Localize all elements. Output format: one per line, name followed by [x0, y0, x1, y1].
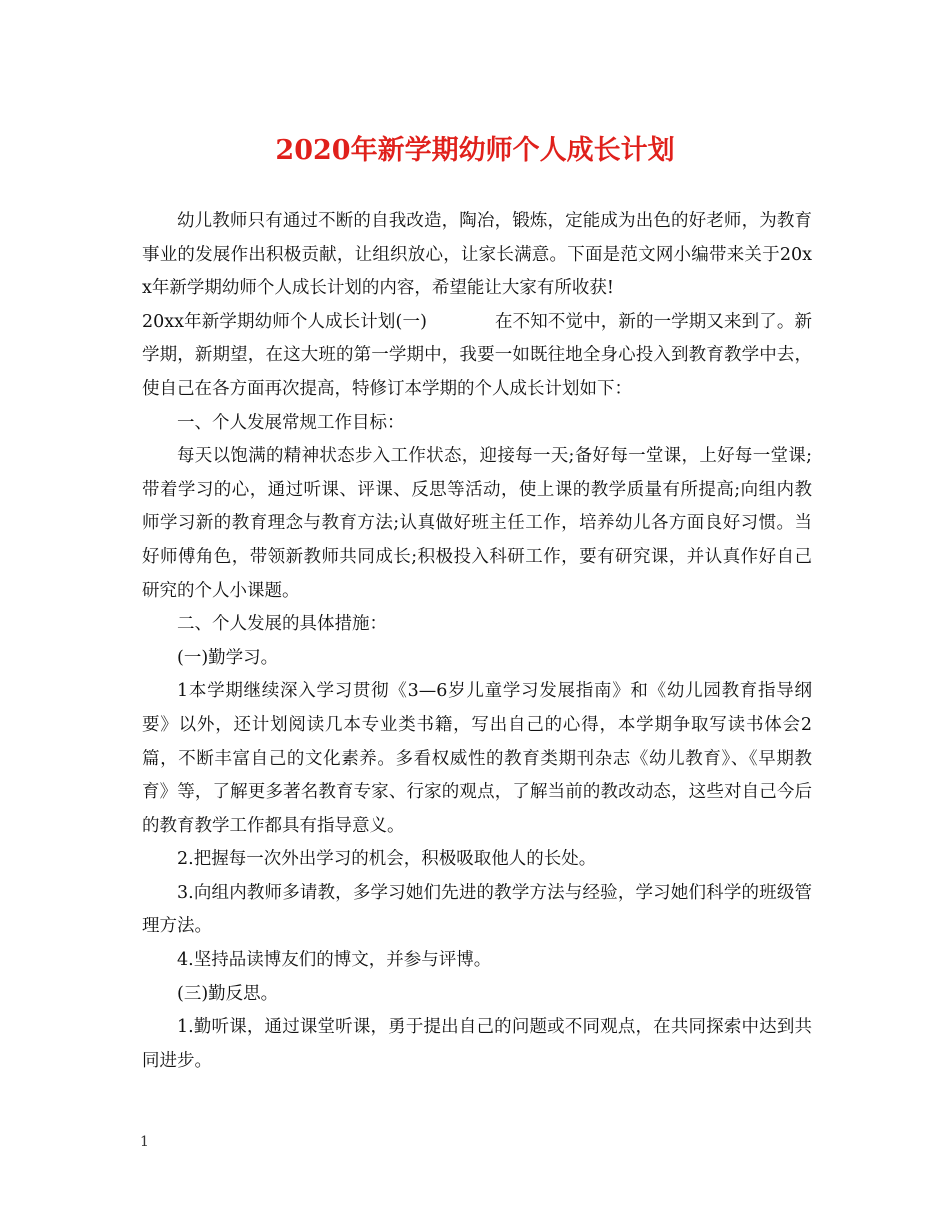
plan-section-text: 在不知不觉中，新的一学期又来到了。新学期，新期望，在这大班的第一学期中，我要一如既往地全身心投入到教育教学中去，使自己在各方面再次提高，特修订本学期的个人成长计划如下：: [142, 311, 812, 399]
study-heading: (一)勤学习。: [177, 647, 279, 668]
goal-paragraph: 每天以饱满的精神状态步入工作状态，迎接每一天;备好每一堂课，上好每一堂课;带着学习的心，通过听课、评课、反思等活动，使上课的教学质量有所提高;向组内教师学习新的教育理念与教育方法;认真做好班主任工作，培养幼儿各方面良好习惯。当好师傅角色，带领新教师共同成长;积极投入科研工作，要有研究课，并认真作好自己研究的个人小课题。: [142, 446, 812, 601]
intro-paragraph: 幼儿教师只有通过不断的自我改造，陶冶，锻炼，定能成为出色的好老师，为教育事业的发展作出积极贡献，让组织放心，让家长满意。下面是范文网小编带来关于20xx年新学期幼师个人成长计划的内容，希望能让大家有所收获!: [142, 211, 812, 299]
study-item-4: 4.坚持品读博友们的博文，并参与评博。: [177, 950, 492, 971]
document-title: 2020年新学期幼师个人成长计划: [275, 135, 675, 166]
plan-section-paragraph: [142, 306, 812, 407]
goal-heading: 一、个人发展常规工作目标：: [177, 412, 405, 433]
study-item-1: 1本学期继续深入学习贯彻《3—6岁儿童学习发展指南》和《幼儿园教育指导纲要》以外，还计划阅读几本专业类书籍，写出自己的心得，本学期争取写读书体会2篇，不断丰富自己的文化素养。多看权威性的教育类期刊杂志《幼儿教育》、《早期教育》等，了解更多著名教育专家、行家的观点，了解当前的教改动态，这些对自己今后的教育教学工作都具有指导意义。: [142, 681, 812, 836]
plan-section-heading: 20xx年新学期幼师个人成长计划(一): [142, 311, 427, 332]
measures-heading: 二、个人发展的具体措施：: [177, 614, 387, 635]
reflect-heading: (三)勤反思。: [177, 983, 279, 1004]
page-number: 1: [140, 1134, 149, 1150]
document-body: [142, 205, 812, 1078]
study-item-2: 2.把握每一次外出学习的机会，积极吸取他人的长处。: [177, 849, 597, 870]
study-item-3: 3.向组内教师多请教，多学习她们先进的教学方法与经验，学习她们科学的班级管理方法。: [142, 882, 812, 937]
reflect-item-1: 1.勤听课，通过课堂听课，勇于提出自己的问题或不同观点，在共同探索中达到共同进步。: [142, 1017, 812, 1071]
